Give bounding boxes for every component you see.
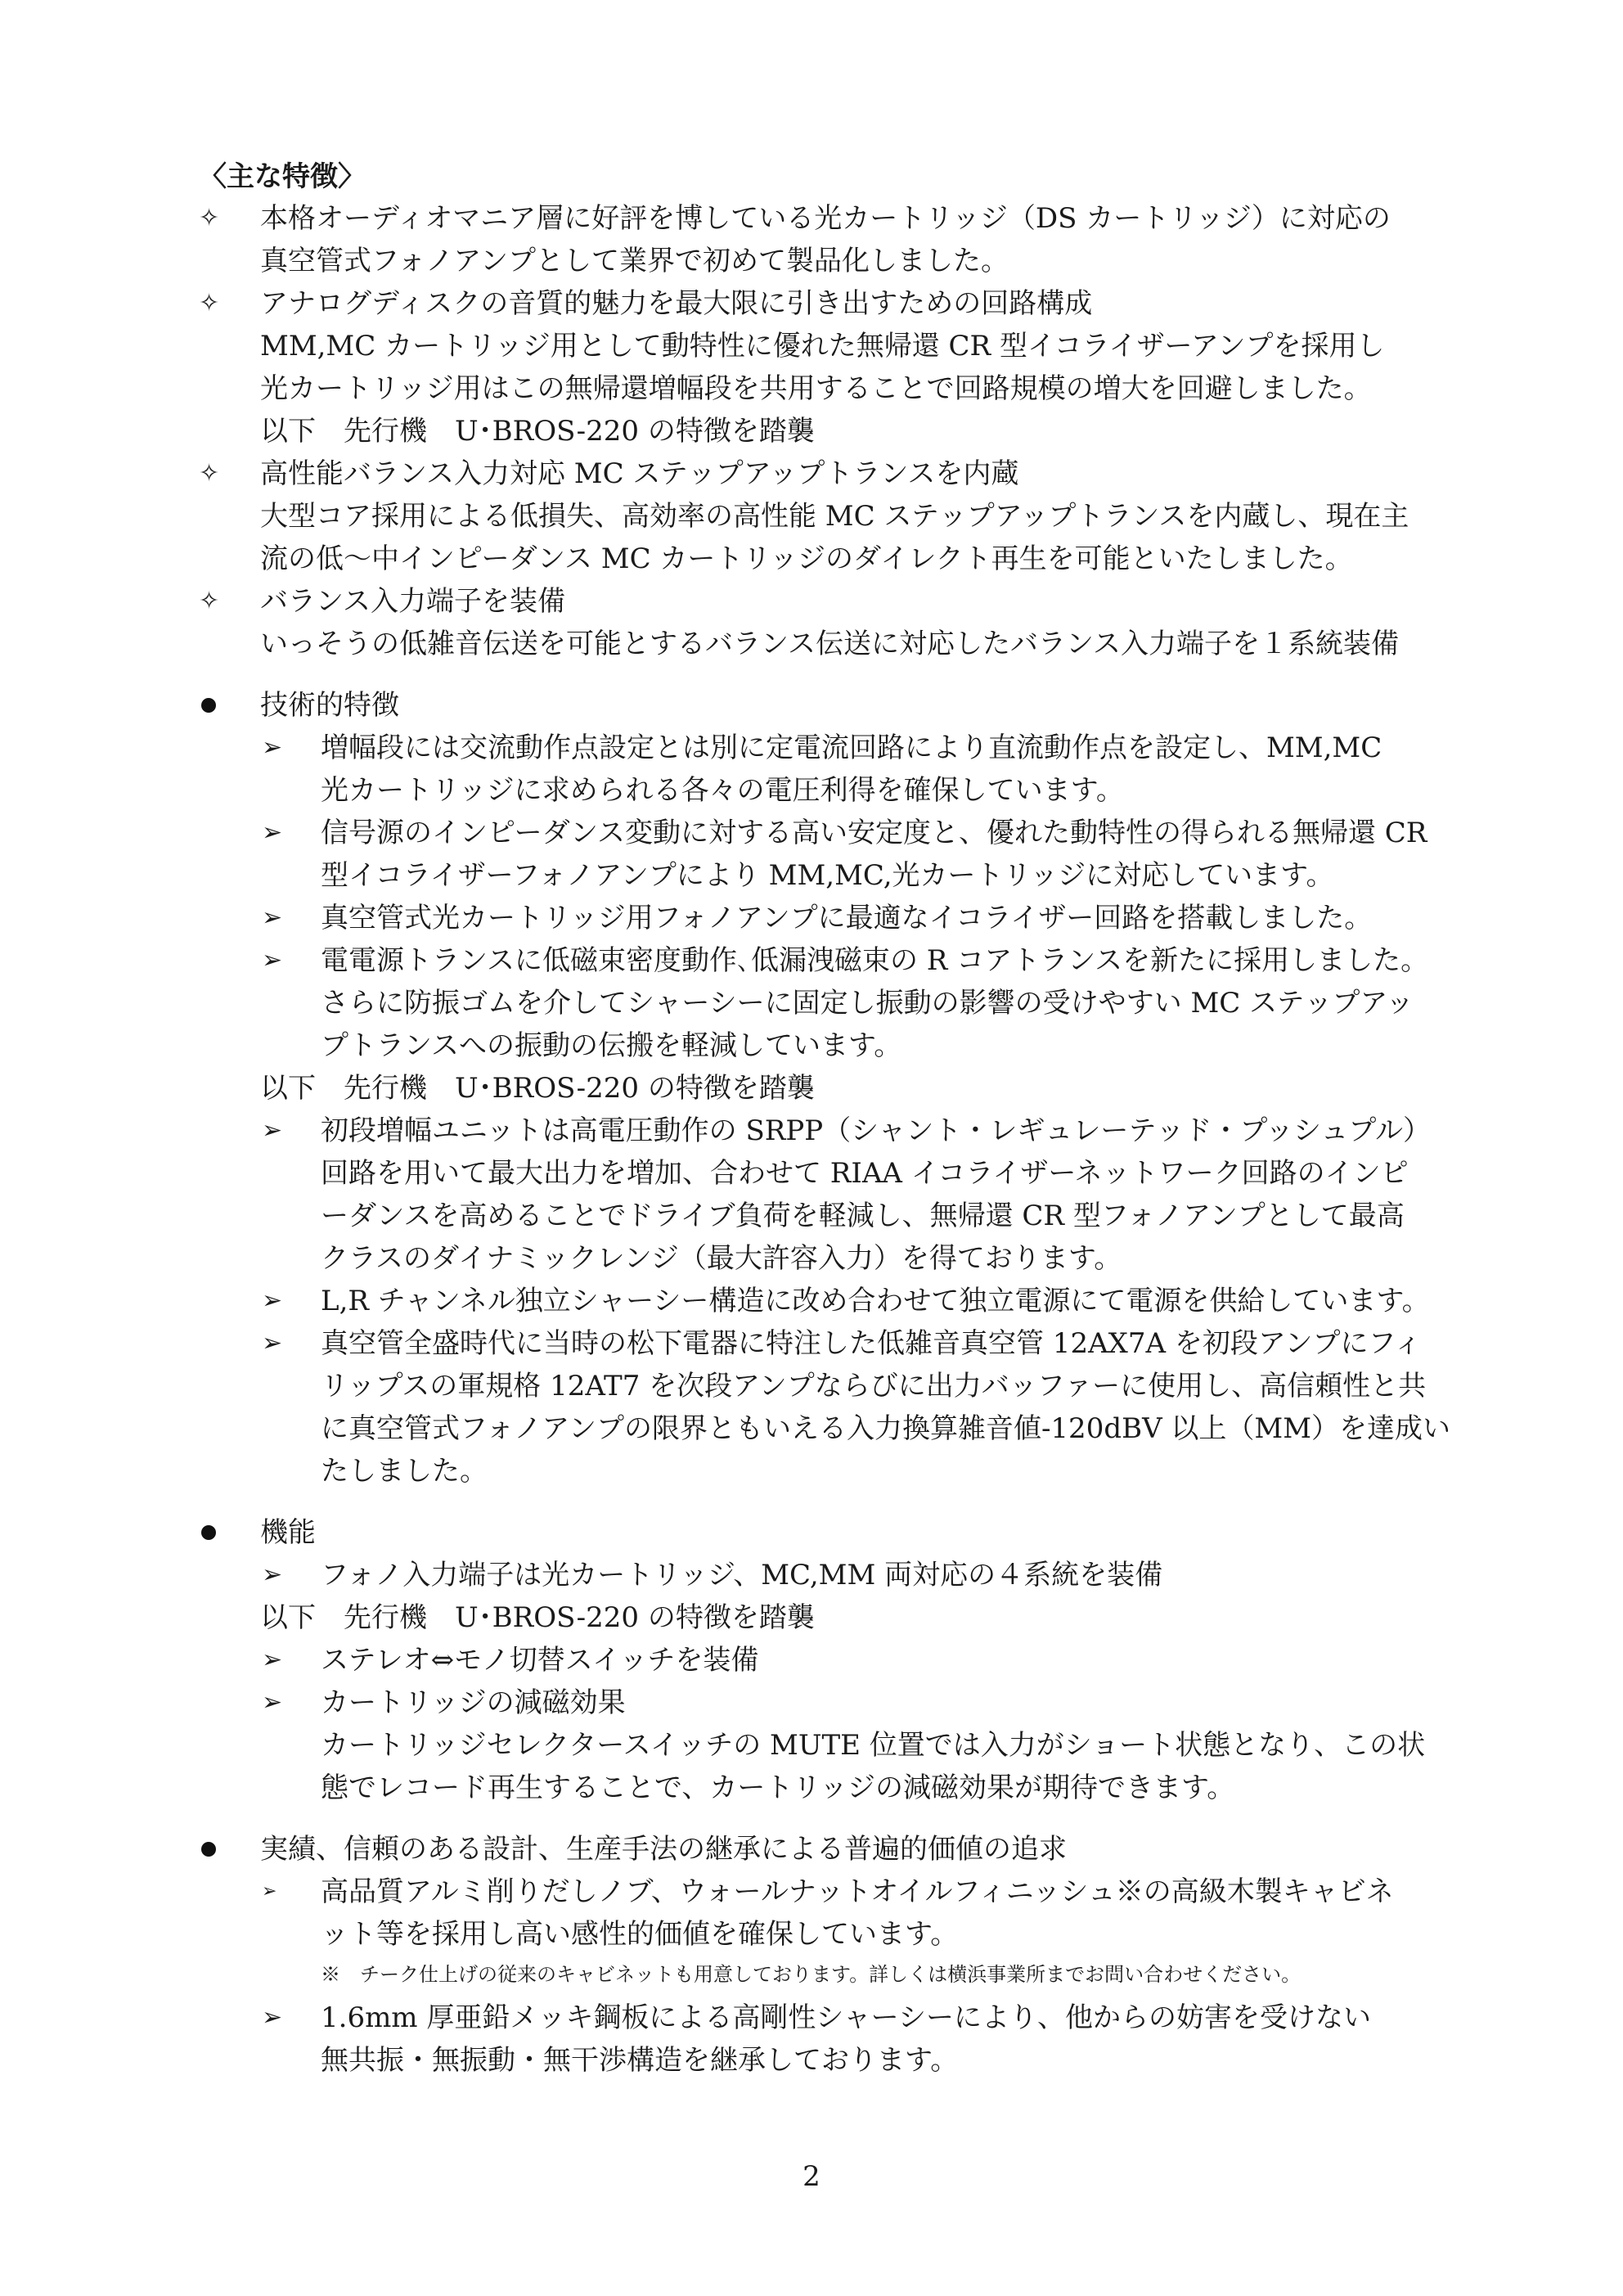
technical-item-line: さらに防振ゴムを介してシャーシーに固定し振動の影響の受けやすい MC ステップアッ xyxy=(321,987,1414,1020)
technical-title: 技術的特徴 xyxy=(260,689,399,722)
arrow-bullet-icon: ➢ xyxy=(262,1286,283,1315)
arrow-bullet-icon: ➢ xyxy=(262,1688,283,1717)
technical-item-line: 電電源トランスに低磁束密度動作､低漏洩磁束の R コアトランスを新たに採用しました。 xyxy=(321,944,1429,977)
arrow-bullet-icon: ➢ xyxy=(262,1881,277,1902)
bullet-dot-icon xyxy=(201,1525,216,1540)
technical-item-line: プトランスへの振動の伝搬を軽減しています。 xyxy=(321,1029,902,1062)
feature-line: 本格オーディオマニア層に好評を博している光カートリッジ（DS カートリッジ）に対応の xyxy=(260,202,1391,235)
technical-item-line: 真空管全盛時代に当時の松下電器に特注した低雑音真空管 12AX7A を初段アンプにフィ xyxy=(321,1327,1422,1360)
arrow-bullet-icon: ➢ xyxy=(262,946,283,975)
arrow-bullet-icon: ➢ xyxy=(262,1645,283,1674)
functions-item-line: カートリッジの減磁効果 xyxy=(321,1686,626,1719)
bullet-dot-icon xyxy=(201,698,216,713)
technical-item-line: 回路を用いて最大出力を増加、合わせて RIAA イコライザーネットワーク回路のインピ xyxy=(321,1157,1409,1190)
arrow-bullet-icon: ➢ xyxy=(262,733,283,762)
feature-line: 以下 先行機 U･BROS-220 の特徴を踏襲 xyxy=(260,415,815,448)
bullet-dot-icon xyxy=(201,1842,216,1857)
inherit-note: 以下 先行機 U･BROS-220 の特徴を踏襲 xyxy=(260,1072,815,1105)
diamond-star-icon: ✧ xyxy=(199,459,220,488)
technical-item-line: 増幅段には交流動作点設定とは別に定電流回路により直流動作点を設定し、MM,MC xyxy=(321,732,1382,764)
design-item-line: 無共振・無振動・無干渉構造を継承しております。 xyxy=(321,2044,959,2077)
page-number: 2 xyxy=(803,2160,820,2193)
technical-item-line: L,R チャンネル独立シャーシー構造に改め合わせて独立電源にて電源を供給しています。 xyxy=(321,1285,1430,1317)
arrow-bullet-icon: ➢ xyxy=(262,1329,283,1357)
diamond-star-icon: ✧ xyxy=(199,289,220,317)
functions-item-line: カートリッジセレクタースイッチの MUTE 位置では入力がショート状態となり、この状 xyxy=(321,1729,1426,1762)
functions-title: 機能 xyxy=(260,1516,316,1549)
functions-item-line: フォノ入力端子は光カートリッジ、MC,MM 両対応の４系統を装備 xyxy=(321,1559,1163,1591)
technical-item-line: 真空管式光カートリッジ用フォノアンプに最適なイコライザー回路を搭載しました。 xyxy=(321,902,1373,934)
technical-item-line: リップスの軍規格 12AT7 を次段アンプならびに出力バッファーに使用し、高信頼性と共 xyxy=(321,1370,1427,1402)
technical-item-line: たしました。 xyxy=(321,1455,488,1488)
feature-line: 高性能バランス入力対応 MC ステップアップトランスを内蔵 xyxy=(260,457,1019,490)
feature-line: アナログディスクの音質的魅力を最大限に引き出すための回路構成 xyxy=(260,287,1093,320)
feature-line: MM,MC カートリッジ用として動特性に優れた無帰還 CR 型イコライザーアンプを採用し xyxy=(260,330,1385,362)
functions-item-line: 態でレコード再生することで、カートリッジの減磁効果が期待できます。 xyxy=(321,1772,1235,1804)
footnote: ※ チーク仕上げの従来のキャビネットも用意しております。詳しくは横浜事業所までお問い合わせください。 xyxy=(321,1963,1302,1986)
feature-line: 真空管式フォノアンプとして業界で初めて製品化しました。 xyxy=(260,245,1009,277)
design-title: 実績、信頼のある設計、生産手法の継承による普遍的価値の追求 xyxy=(260,1833,1067,1866)
technical-item-line: ーダンスを高めることでドライブ負荷を軽減し、無帰還 CR 型フォノアンプとして最高 xyxy=(321,1200,1405,1232)
arrow-bullet-icon: ➢ xyxy=(262,1560,283,1589)
design-item-line: ット等を採用し高い感性的価値を確保しています。 xyxy=(321,1918,959,1951)
section-heading: 〈主な特徴〉 xyxy=(199,160,366,193)
diamond-star-icon: ✧ xyxy=(199,204,220,232)
feature-line: 光カートリッジ用はこの無帰還増幅段を共用することで回路規模の増大を回避しました。 xyxy=(260,372,1372,405)
arrow-bullet-icon: ➢ xyxy=(262,1116,283,1145)
arrow-bullet-icon: ➢ xyxy=(262,903,283,932)
feature-line: 流の低〜中インピーダンス MC カートリッジのダイレクト再生を可能といたしました。 xyxy=(260,542,1353,575)
design-item-line: 1.6mm 厚亜鉛メッキ鋼板による高剛性シャーシーにより、他からの妨害を受けない xyxy=(321,2001,1371,2034)
feature-line: 大型コア採用による低損失、高効率の高性能 MC ステップアップトランスを内蔵し、現在主 xyxy=(260,500,1409,533)
technical-item-line: 型イコライザーフォノアンプにより MM,MC,光カートリッジに対応しています。 xyxy=(321,859,1334,892)
diamond-star-icon: ✧ xyxy=(199,587,220,615)
technical-item-line: 光カートリッジに求められる各々の電圧利得を確保しています。 xyxy=(321,774,1124,807)
arrow-bullet-icon: ➢ xyxy=(262,2003,283,2032)
inherit-note: 以下 先行機 U･BROS-220 の特徴を踏襲 xyxy=(260,1601,815,1634)
technical-item-line: 初段増幅ユニットは高電圧動作の SRPP（シャント・レギュレーテッド・プッシュプル） xyxy=(321,1114,1431,1147)
technical-item-line: クラスのダイナミックレンジ（最大許容入力）を得ております。 xyxy=(321,1242,1122,1275)
technical-item-line: 信号源のインピーダンス変動に対する高い安定度と、優れた動特性の得られる無帰還 CR xyxy=(321,817,1427,849)
feature-line: いっそうの低雑音伝送を可能とするバランス伝送に対応したバランス入力端子を１系統装備 xyxy=(260,628,1399,660)
feature-line: バランス入力端子を装備 xyxy=(260,585,565,618)
arrow-bullet-icon: ➢ xyxy=(262,818,283,847)
technical-item-line: に真空管式フォノアンプの限界ともいえる入力換算雑音値-120dBV 以上（MM）を達成い xyxy=(321,1412,1451,1445)
design-item-line: 高品質アルミ削りだしノブ、ウォールナットオイルフィニッシュ※の高級木製キャビネ xyxy=(321,1875,1394,1908)
functions-item-line: ステレオ⇔モノ切替スイッチを装備 xyxy=(321,1644,759,1677)
